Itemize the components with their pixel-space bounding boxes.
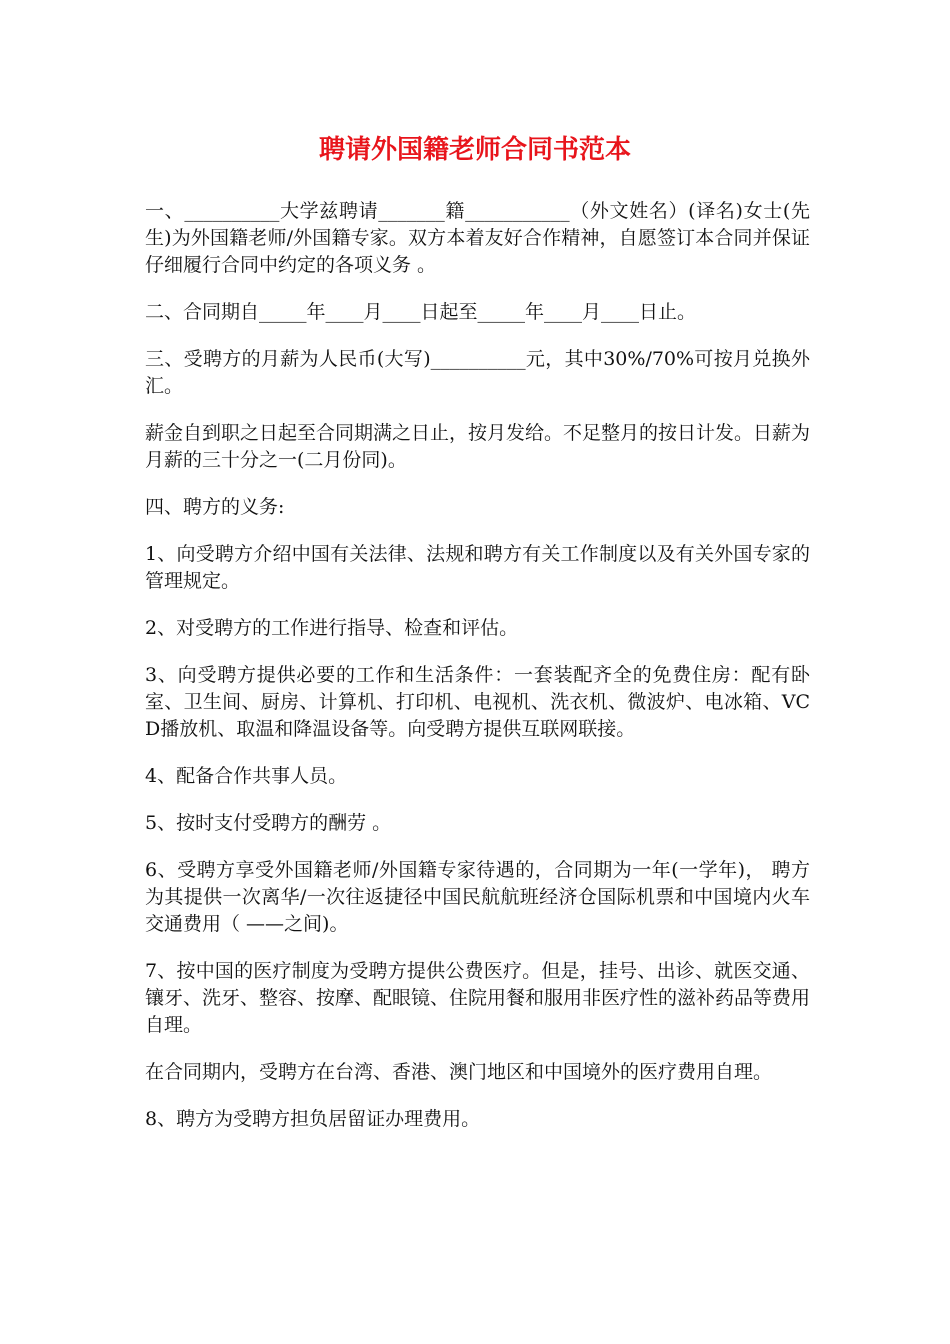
obligation-2-paragraph: 2、对受聘方的工作进行指导、检查和评估。 [145, 617, 519, 639]
document-body [145, 198, 810, 1153]
obligation-1-paragraph: 1、向受聘方介绍中国有关法律、法规和聘方有关工作制度以及有关外国专家的管理规定。 [145, 543, 810, 592]
obligation-8-paragraph: 8、聘方为受聘方担负居留证办理费用。 [145, 1108, 481, 1130]
obligation-5-paragraph: 5、按时支付受聘方的酬劳 。 [145, 812, 392, 834]
obligation-6-paragraph: 6、受聘方享受外国籍老师/外国籍专家待遇的，合同期为一年(一学年)， 聘方为其提供一次离华/一次往返捷径中国民航航班经济仓国际机票和中国境内火车交通费用（ ——之间)。 [145, 859, 810, 935]
clause-2-paragraph: 二、合同期自_____年____月____日起至_____年____月____日止。 [145, 301, 697, 323]
document-title: 聘请外国籍老师合同书范本 [318, 135, 631, 165]
clause-3-paragraph: 三、受聘方的月薪为人民币(大写)__________元，其中30%/70%可按月兑换外汇。 [145, 348, 810, 397]
obligation-4-paragraph: 4、配备合作共事人员。 [145, 765, 348, 787]
salary-paragraph: 薪金自到职之日起至合同期满之日止，按月发给。不足整月的按日计发。日薪为月薪的三十分之一(二月份同)。 [145, 422, 811, 471]
medical-paragraph: 在合同期内，受聘方在台湾、香港、澳门地区和中国境外的医疗费用自理。 [145, 1061, 773, 1083]
clause-4-heading: 四、聘方的义务: [145, 496, 285, 518]
obligation-7-paragraph: 7、按中国的医疗制度为受聘方提供公费医疗。但是，挂号、出诊、就医交通、镶牙、洗牙、整容、按摩、配眼镜、住院用餐和服用非医疗性的滋补药品等费用自理。 [145, 960, 811, 1036]
clause-1-paragraph: 一、__________大学兹聘请_______籍___________（外文姓名）(译名)女士(先生)为外国籍老师/外国籍专家。双方本着友好合作精神，自愿签订本合同并保证仔细履行合同中约定的各项义务 。 [145, 200, 810, 276]
obligation-3-paragraph: 3、向受聘方提供必要的工作和生活条件：一套装配齐全的免费住房：配有卧室、卫生间、厨房、计算机、打印机、电视机、洗衣机、微波炉、电冰箱、VCD播放机、取温和降温设备等。向受聘方提供互联网联接。 [145, 664, 810, 740]
